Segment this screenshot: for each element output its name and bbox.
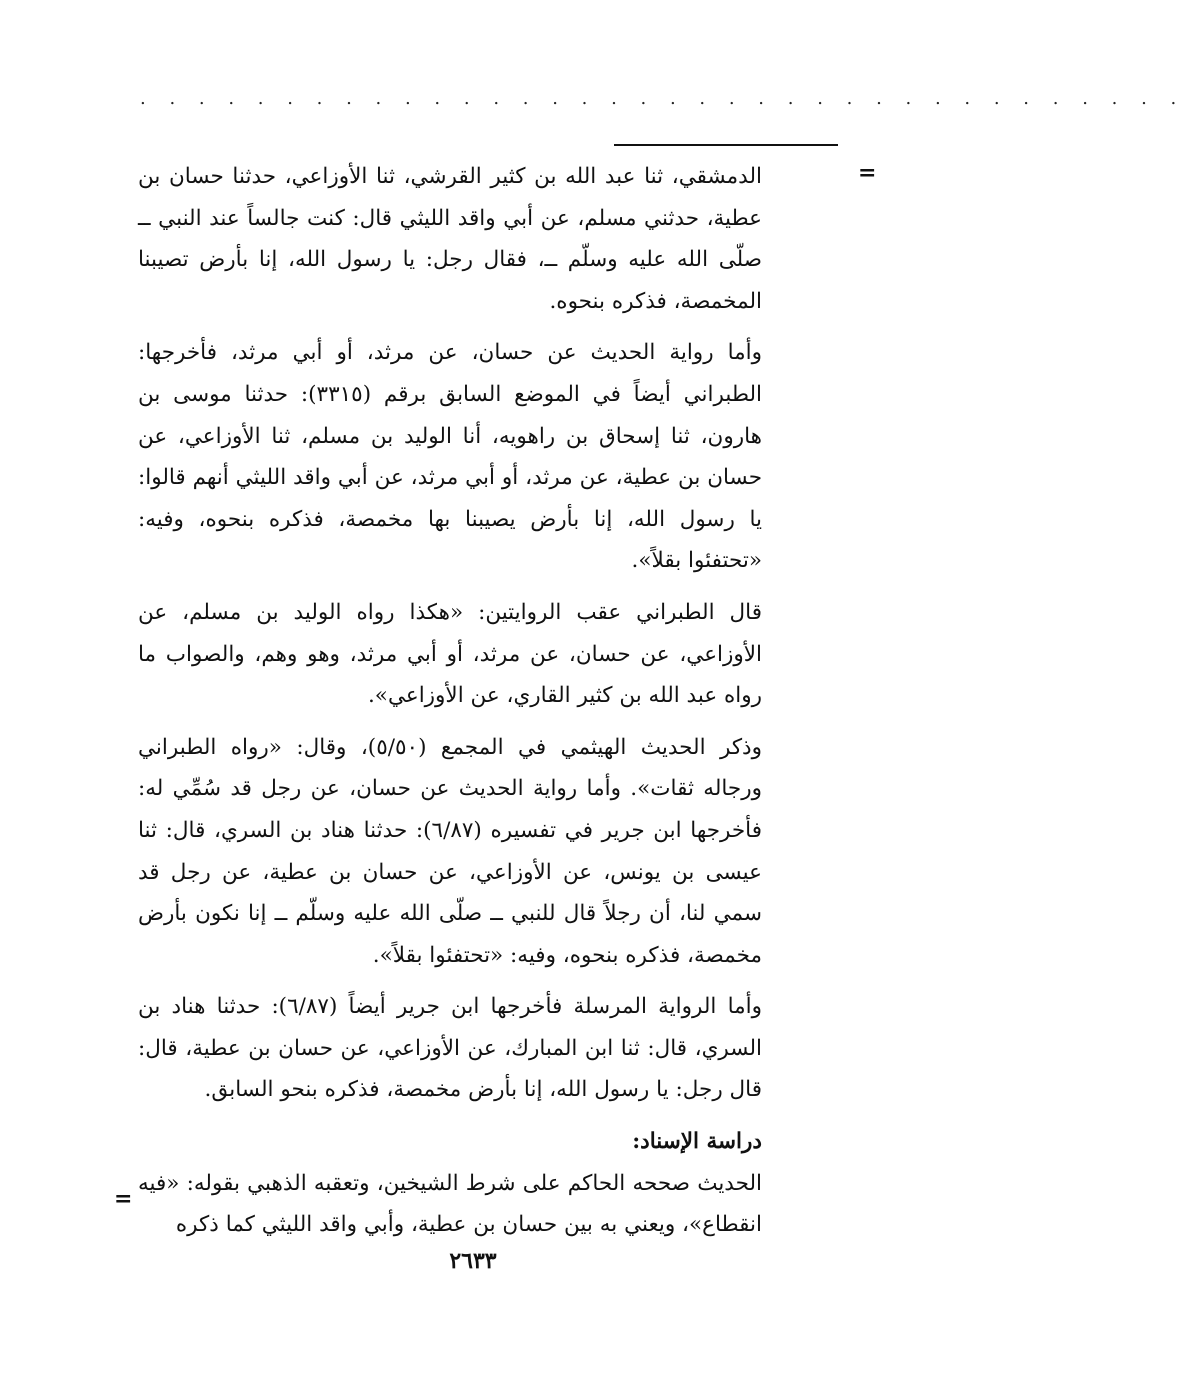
continuation-mark-top: = [858, 160, 877, 186]
paragraph-5: وأما الرواية المرسلة فأخرجها ابن جرير أيضاً (٦/٨٧): حدثنا هناد بن السري، قال: ثنا ابن المبارك، عن الأوزاعي، عن حسان بن عطية، قال: قال رجل: يا رسول الله، إنا بأرض مخمصة، فذكره بنحو السابق. [138, 994, 762, 1103]
body-text [138, 156, 762, 1256]
paragraph-2: وأما رواية الحديث عن حسان، عن مرثد، أو أبي مرثد، فأخرجها: الطبراني أيضاً في الموضع السابق برقم (٣٣١٥): حدثنا موسى بن هارون، ثنا إسحاق بن راهويه، أنا الوليد بن مسلم، ثنا الأوزاعي، عن حسان بن عطية، عن مرثد، أو أبي مرثد، عن أبي واقد الليثي أنهم قالوا: يا رسول الله، إنا بأرض يصيبنا بها مخمصة، فذكره بنحوه، وفيه: «تحتفئوا بقلاً». [138, 340, 762, 574]
paragraph-1: الدمشقي، ثنا عبد الله بن كثير القرشي، ثنا الأوزاعي، حدثنا حسان بن عطية، حدثني مسلم، عن أبي واقد الليثي قال: كنت جالساً عند النبي ــ صلّى الله عليه وسلّم ــ، فقال رجل: يا رسول الله، إنا بأرض تصيبنا المخمصة، فذكره بنحوه. [138, 164, 762, 314]
footnote-separator-rule [614, 144, 838, 146]
section-heading: دراسة الإسناد: [632, 1129, 762, 1155]
section-paragraph: الحديث صححه الحاكم على شرط الشيخين، وتعقبه الذهبي بقوله: «فيه انقطاع»، ويعني به بين حسان بن عطية، وأبي واقد الليثي كما ذكره [138, 1170, 762, 1238]
paragraph-3: قال الطبراني عقب الروايتين: «هكذا رواه الوليد بن مسلم، عن الأوزاعي، عن حسان، عن مرثد، أو أبي مرثد، وهو وهم، والصواب ما رواه عبد الله بن كثير القاري، عن الأوزاعي». [138, 599, 762, 709]
continuation-mark-bottom: = [114, 1186, 133, 1212]
header-dot-leader: . . . . . . . . . . . . . . . . . . . . . . . . . . . . . . . . . . . . [140, 88, 1185, 109]
page-number: ٢٦٣٣ [449, 1248, 497, 1274]
paragraph-4: وذكر الحديث الهيثمي في المجمع (٥/٥٠)، وقال: «رواه الطبراني ورجاله ثقات». وأما رواية الحديث عن حسان، عن رجل قد سُمِّي له: فأخرجها ابن جرير في تفسيره (٦/٨٧): حدثنا هناد بن السري، قال: ثنا عيسى بن يونس، عن الأوزاعي، عن حسان بن عطية، عن رجل قد سمي لنا، أن رجلاً قال للنبي ــ صلّى الله عليه وسلّم ــ إنا نكون بأرض مخمصة، فذكره بنحوه، وفيه: «تحتفئوا بقلاً». [138, 734, 763, 968]
